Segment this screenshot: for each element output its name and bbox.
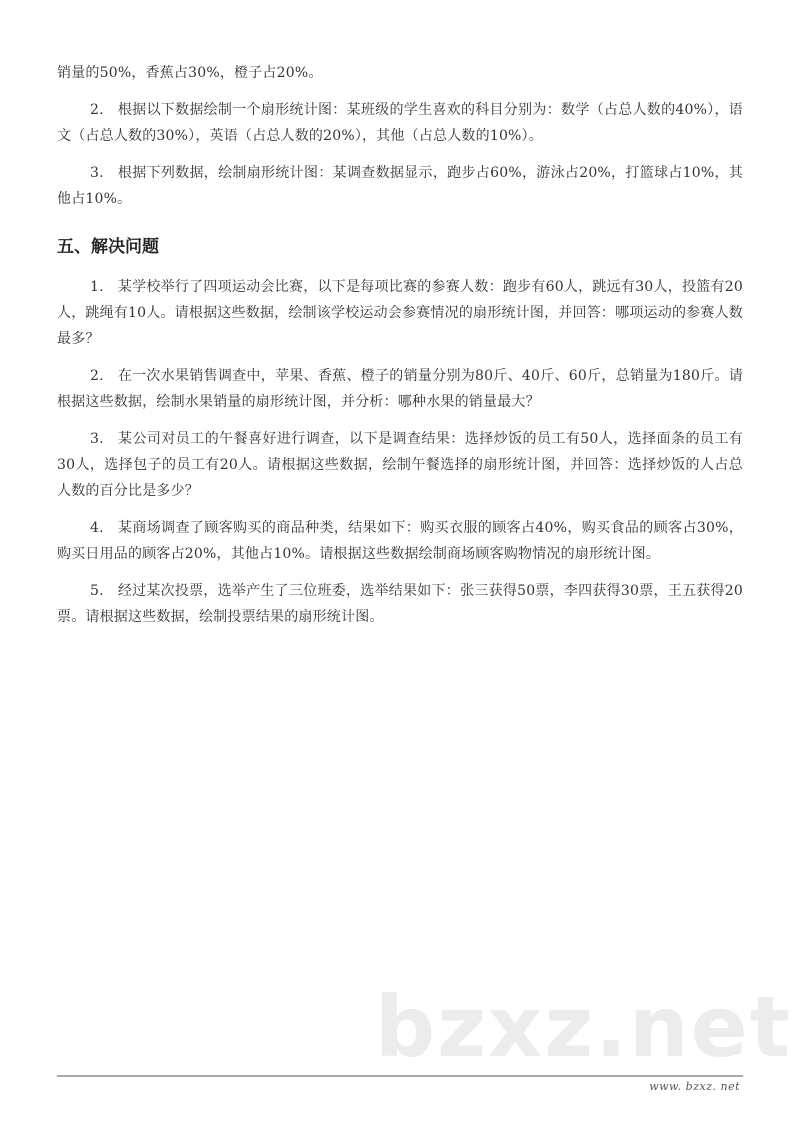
footer-url: www. bzxz. net: [649, 1080, 740, 1093]
question-4-3: [57, 160, 743, 212]
question-number: 3.: [90, 431, 104, 447]
question-number: 2.: [90, 102, 104, 118]
question-5-2: [57, 363, 743, 415]
document-page: [57, 60, 743, 641]
paragraph-continuation: 销量的50%，香蕉占30%，橙子占20%。: [57, 65, 323, 81]
question-text: 某学校举行了四项运动会比赛，以下是每项比赛的参赛人数：跑步有60人，跳远有30人，投篮有20人，跳绳有10人。请根据这些数据，绘制该学校运动会参赛情况的扇形统计图，并回答：哪项运动的参赛人数最多？: [57, 279, 743, 347]
question-text: 在一次水果销售调查中，苹果、香蕉、橙子的销量分别为80斤、40斤、60斤，总销量为180斤。请根据这些数据，绘制水果销量的扇形统计图，并分析：哪种水果的销量最大？: [57, 368, 743, 410]
question-5-3: [57, 426, 743, 504]
footer-divider: [57, 1075, 743, 1077]
question-text: 某公司对员工的午餐喜好进行调查，以下是调查结果：选择炒饭的员工有50人，选择面条的员工有30人，选择包子的员工有20人。请根据这些数据，绘制午餐选择的扇形统计图，并回答：选择炒饭的人占总人数的百分比是多少？: [57, 431, 743, 499]
question-text: 某商场调查了顾客购买的商品种类，结果如下：购买衣服的顾客占40%，购买食品的顾客占30%，购买日用品的顾客占20%，其他占10%。请根据这些数据绘制商场顾客购物情况的扇形统计图。: [57, 520, 743, 562]
section-heading: 五、解决问题: [57, 237, 159, 257]
question-4-2: [57, 97, 743, 149]
question-text: 根据下列数据，绘制扇形统计图：某调查数据显示，跑步占60%，游泳占20%，打篮球占10%，其他占10%。: [57, 165, 743, 207]
question-5-4: [57, 515, 743, 567]
question-text: 经过某次投票，选举产生了三位班委，选举结果如下：张三获得50票，李四获得30票，王五获得20票。请根据这些数据，绘制投票结果的扇形统计图。: [57, 583, 743, 625]
question-text: 根据以下数据绘制一个扇形统计图：某班级的学生喜欢的科目分别为：数学（占总人数的40%），语文（占总人数的30%），英语（占总人数的20%），其他（占总人数的10%）。: [57, 102, 743, 144]
question-5-1: [57, 274, 743, 352]
question-number: 5.: [90, 583, 104, 599]
question-5-5: [57, 578, 743, 630]
question-number: 3.: [90, 165, 104, 181]
question-number: 1.: [90, 279, 104, 295]
question-number: 2.: [90, 368, 104, 384]
question-number: 4.: [90, 520, 104, 536]
watermark: bzxz.net: [375, 978, 792, 1076]
